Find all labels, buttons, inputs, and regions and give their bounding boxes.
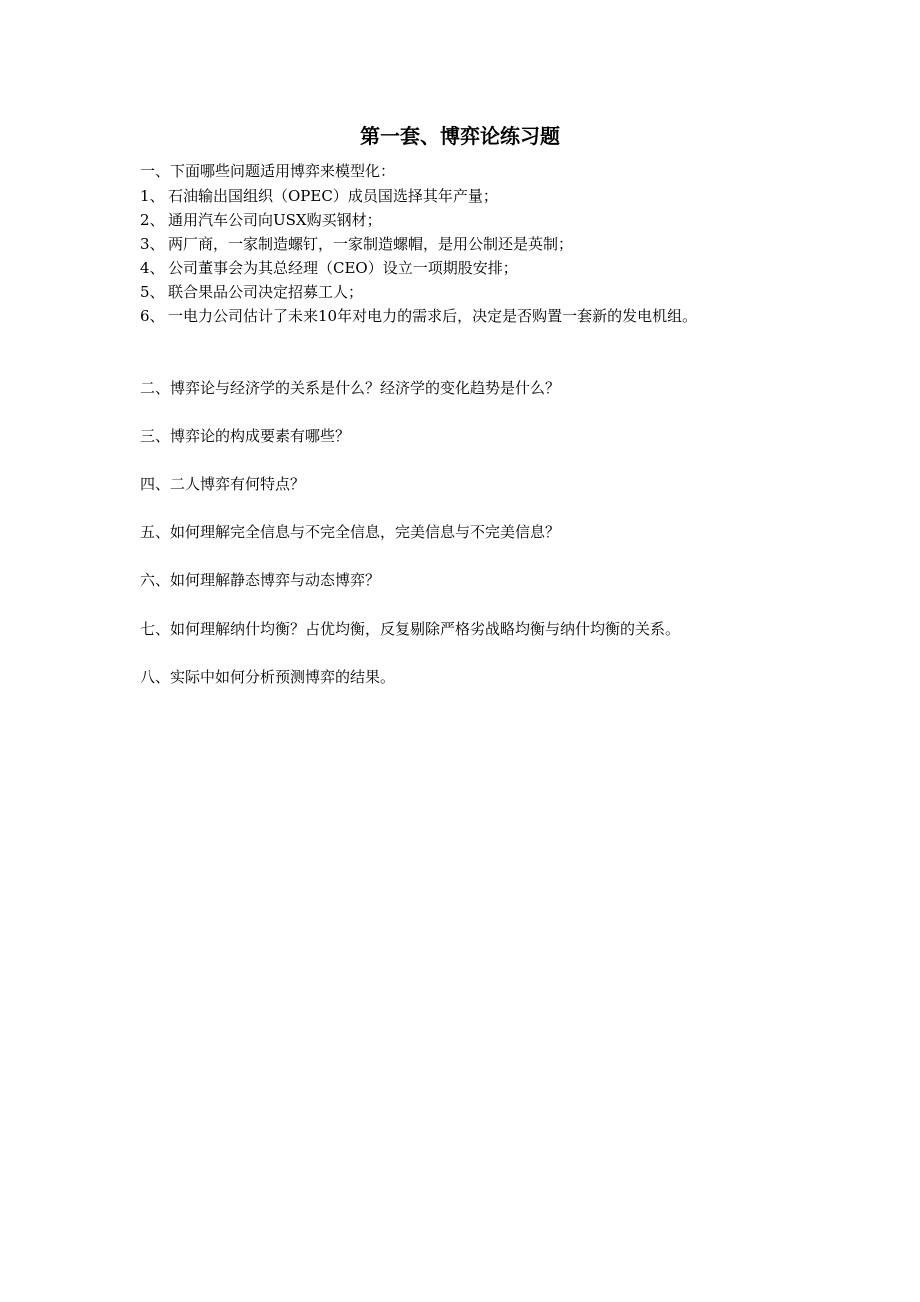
list-item-number: 2、 [140,211,165,229]
list-item [140,233,880,255]
section1-heading: 一、下面哪些问题适用博弈来模型化： [140,162,396,180]
list-item-number: 5、 [140,283,165,301]
list-item [140,281,880,303]
page-title: 第一套、博弈论练习题 [360,124,560,148]
list-item [140,257,880,279]
question-3: 三、博弈论的构成要素有哪些？ [140,427,351,445]
question-2: 二、博弈论与经济学的关系是什么？经济学的变化趋势是什么？ [140,379,561,397]
list-item-text: 石油输出国组织（OPEC）成员国选择其年产量； [168,187,498,205]
list-item-text: 一电力公司估计了未来10年对电力的需求后，决定是否购置一套新的发电机组。 [168,307,698,325]
list-item-number: 6、 [140,307,165,325]
list-item [140,305,880,327]
question-5: 五、如何理解完全信息与不完全信息，完美信息与不完美信息？ [140,523,561,541]
list-item-text: 公司董事会为其总经理（CEO）设立一项期股安排； [168,259,518,277]
list-item-number: 4、 [140,259,165,277]
list-item-number: 1、 [140,187,165,205]
list-item-number: 3、 [140,235,165,253]
list-item [140,185,880,207]
list-item [140,209,880,231]
question-4: 四、二人博弈有何特点？ [140,475,306,493]
list-item-text: 通用汽车公司向USX购买钢材； [168,211,382,229]
question-6: 六、如何理解静态博弈与动态博弈？ [140,571,381,589]
question-8: 八、实际中如何分析预测博弈的结果。 [140,668,396,686]
list-item-text: 两厂商，一家制造螺钉，一家制造螺帽，是用公制还是英制； [168,235,574,253]
list-item-text: 联合果品公司决定招募工人； [168,283,364,301]
question-7: 七、如何理解纳什均衡？占优均衡，反复剔除严格劣战略均衡与纳什均衡的关系。 [140,620,681,638]
